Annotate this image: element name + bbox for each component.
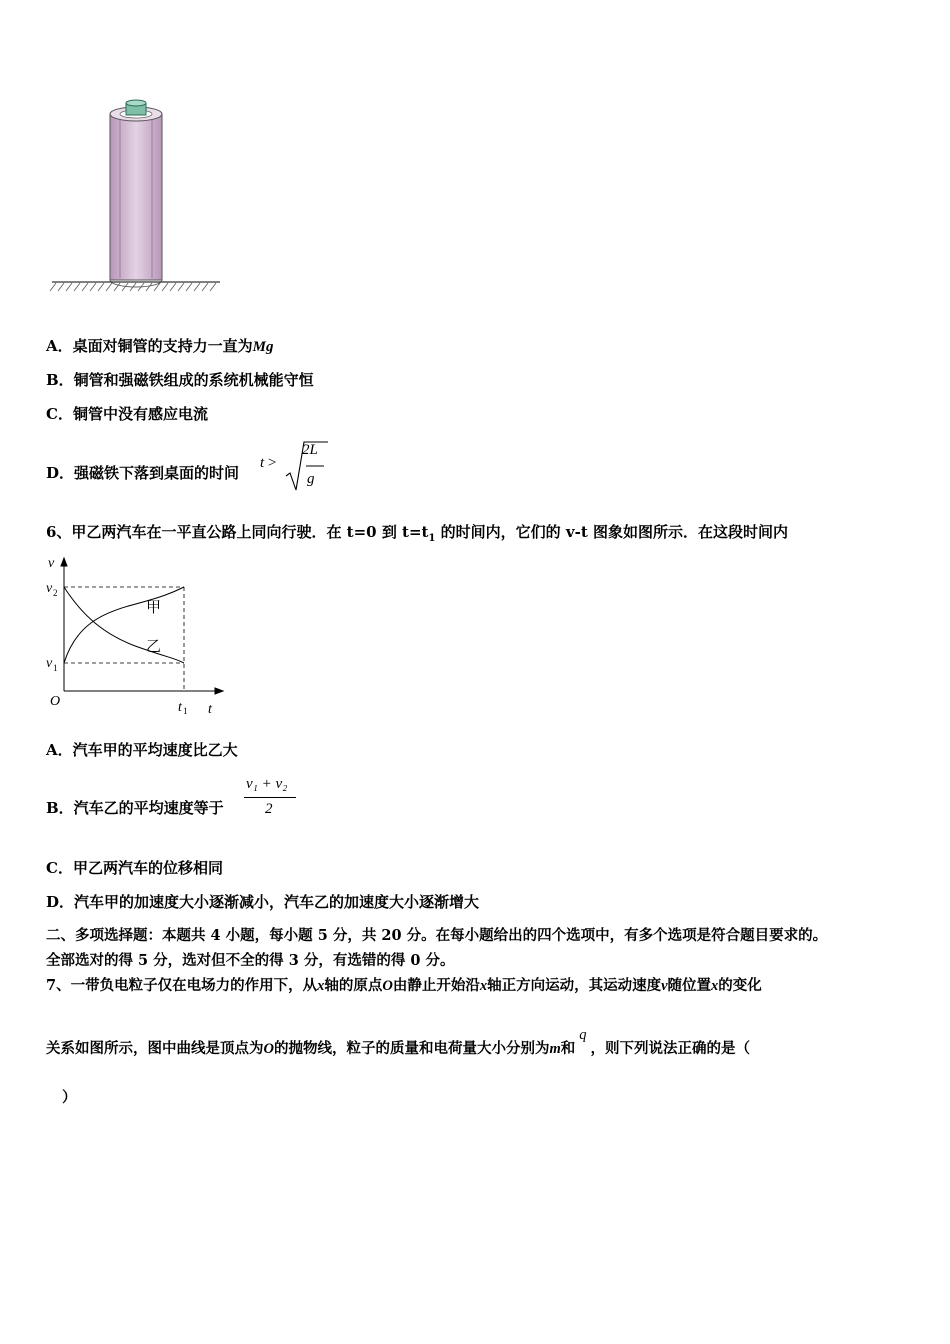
q5-option-d-t (260, 455, 276, 472)
q6-stem (46, 521, 788, 550)
q6-option-c: C．甲乙两汽车的位移相同 (46, 859, 223, 877)
hatch-line (90, 283, 96, 291)
q7-line2 (46, 1027, 751, 1060)
q5-option-d-text: D．强磁铁下落到桌面的时间 (46, 464, 240, 482)
q7-line1 (46, 975, 762, 997)
q7-close-paren: ） (62, 1089, 77, 1106)
v2-sub: 2 (53, 588, 58, 598)
hatch-line (210, 283, 216, 291)
hatch-line (162, 283, 168, 291)
origin-label: O (50, 694, 61, 709)
var-v: v (661, 978, 668, 994)
q7-l1-b: 轴的原点 (324, 977, 383, 994)
q6-option-d: D．汽车甲的加速度大小逐渐减小，汽车乙的加速度大小逐渐增大 (46, 893, 480, 911)
t-axis-label: t (208, 702, 212, 717)
curve-yi (64, 587, 184, 663)
hatch-line (194, 283, 200, 291)
var-x-2: x (479, 978, 488, 994)
q6-stem-part2: 的时间内，它们的 v-t 图象如图所示．在这段时间内 (435, 523, 788, 541)
q7-l2-d: ，则下列说法正确的是（ (590, 1040, 751, 1057)
q6-option-b-text: B．汽车乙的平均速度等于 (46, 799, 224, 817)
q7-l2-c: 和 (560, 1040, 576, 1057)
hatch-line (178, 283, 184, 291)
q5-option-a-var: Mg (252, 339, 274, 355)
hatch-line (146, 283, 152, 291)
hatch-line (170, 283, 176, 291)
q5-option-d (46, 463, 239, 483)
q7-l1-f: 的变化 (718, 977, 762, 994)
fraction-bar (244, 797, 296, 798)
var-q: q (579, 1027, 587, 1043)
var-o-1: O (382, 978, 393, 994)
magnet (126, 100, 146, 115)
q5-option-c: C．铜管中没有感应电流 (46, 405, 208, 423)
sqrt-numerator: 2L (302, 442, 318, 458)
hatch-line (82, 283, 88, 291)
fraction-denominator: 2 (265, 801, 273, 817)
vt-graph (42, 553, 242, 718)
t1-sub: 1 (183, 706, 188, 716)
copper-tube (110, 107, 162, 287)
q7-l1-c: 由静止开始沿 (392, 977, 480, 994)
q6-stem-sub: 1 (428, 533, 436, 544)
axes (61, 558, 223, 694)
var-x-3: x (711, 978, 719, 994)
hatch-line (106, 283, 112, 291)
q7-l2-b: 的抛物线，粒子的质量和电荷量大小分别为 (273, 1040, 550, 1057)
q7-l1-a: 7、一带负电粒子仅在电场力的作用下，从 (46, 977, 318, 994)
copper-tube-figure (48, 96, 228, 301)
fraction-numerator: v₁ + v₂ (246, 776, 288, 792)
hatch-line (58, 283, 64, 291)
var-m: m (549, 1041, 561, 1057)
q7-l2-a: 关系如图所示，图中曲线是顶点为 (46, 1040, 264, 1057)
q7-l1-e: 随位置 (667, 977, 712, 994)
hatch-line (50, 283, 56, 291)
q6-stem-part1: 6、甲乙两汽车在一平直公路上同向行驶．在 t=0 到 t=t (46, 523, 429, 541)
hatch-line (66, 283, 72, 291)
time-var: t (260, 455, 265, 471)
var-x-1: x (317, 978, 325, 994)
section2-line2: 全部选对的得 5 分，选对但不全的得 3 分，有选错的得 0 分。 (46, 952, 455, 969)
label-jia: 甲 (146, 598, 162, 616)
greater-than: > (267, 455, 277, 471)
v1-label: v (46, 656, 53, 671)
t1-label: t (178, 700, 182, 715)
var-o-2: O (263, 1041, 274, 1057)
q6-option-b (46, 798, 224, 818)
label-yi: 乙 (146, 637, 162, 655)
v1-sub: 1 (53, 663, 58, 673)
q7-l1-d: 轴正方向运动，其运动速度 (487, 977, 662, 994)
v2-label: v (46, 581, 53, 596)
section2-line1: 二、多项选择题：本题共 4 小题，每小题 5 分，共 20 分。在每小题给出的四个选项中，有多个选项是符合题目要求的。 (46, 927, 828, 944)
q5-option-b: B．铜管和强磁铁组成的系统机械能守恒 (46, 371, 314, 389)
sqrt-denominator: g (307, 471, 315, 487)
v-axis-label: v (48, 556, 55, 571)
hatch-line (186, 283, 192, 291)
q6-option-a: A．汽车甲的平均速度比乙大 (46, 741, 238, 759)
hatch-line (202, 283, 208, 291)
hatch-line (98, 283, 104, 291)
q5-option-a-text: A．桌面对铜管的支持力一直为 (46, 337, 253, 355)
hatch-line (74, 283, 80, 291)
curve-jia (64, 587, 184, 663)
q5-option-a (46, 336, 273, 357)
